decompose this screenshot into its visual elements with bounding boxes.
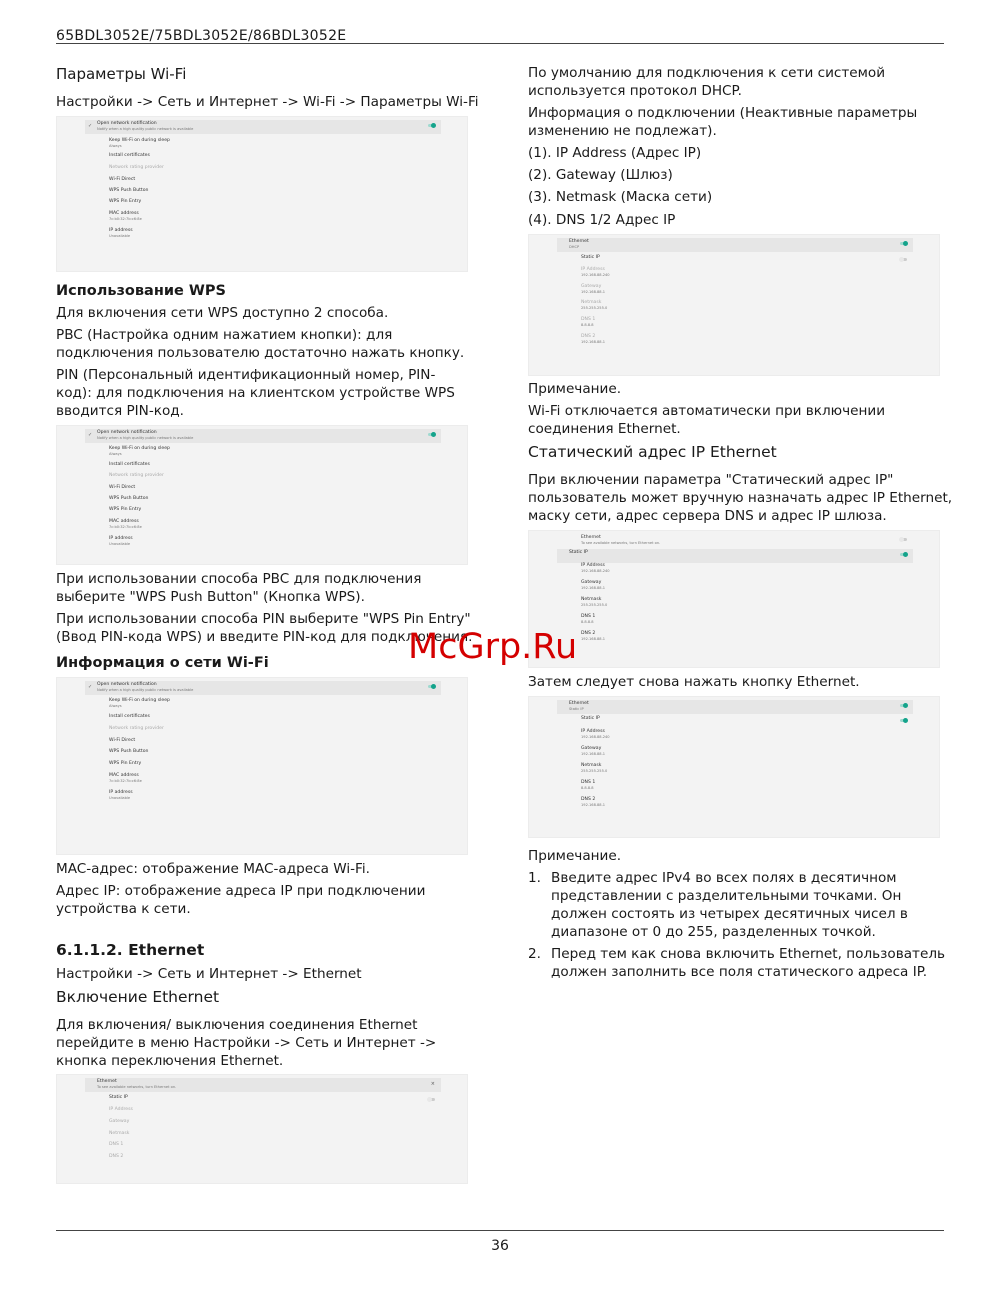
note-2-item-1-number: 1. [528,870,541,886]
toggle-icon [900,258,907,261]
ethernet-on-screenshot: Ethernet Static IP Static IP IP Address 192.168.88.240 Gateway 192.168.88.1 Netmask 255.255.255.0 DNS 1 8.8.8.8 DNS 2 192.168.88.1 [528,696,940,838]
header-model: 65BDL3052E/75BDL3052E/86BDL3052E [56,28,347,44]
toggle-icon [900,553,907,556]
wifi-info-title: Информация о сети Wi-Fi [56,655,269,671]
wifi-params-title: Параметры Wi-Fi [56,65,187,83]
connection-info-line-2: изменению не подлежат). [528,123,717,139]
static-ip-line-2: пользователь может вручную назначать адрес IP Ethernet, [528,490,953,506]
connection-item-2: (2). Gateway (Шлюз) [528,167,673,183]
note-2-item-1-line-1: Введите адрес IPv4 во всех полях в десятичном [551,870,897,886]
wps-para-3-line-1: PIN (Персональный идентификационный номер, PIN- [56,367,436,383]
wps-para-3-line-3: вводится PIN-код. [56,403,184,419]
note-2-item-2-line-2: должен заполнить все поля статического адреса IP. [551,964,928,980]
dhcp-line-1: По умолчанию для подключения к сети системой [528,65,886,81]
toggle-icon [428,685,435,688]
connection-item-1: (1). IP Address (Адрес IP) [528,145,702,161]
note-2-item-1-line-2: представлении с разделительными точками. Он [551,888,902,904]
header-divider [56,43,944,44]
wifi-settings-screenshot-2: ✓ Open network notification Notify when a high quality public network is available Keep Wi-Fi on during sleep Always Install certificates Network rating provider Wi-Fi Direct WPS Push Button WPS Pin Entry MAC address 7c:b0:32:7b:c6:8e IP address Unavailable [56,425,468,565]
pin-line-1: При использовании способа PIN выберите "WPS Pin Entry" [56,611,471,627]
ethernet-off-screenshot: Ethernet To see available networks, turn Ethernet on. × Static IP IP Address Gateway Netmask DNS 1 DNS 2 [56,1074,468,1184]
press-again-text: Затем следует снова нажать кнопку Ethernet. [528,674,860,690]
wifi-settings-screenshot-1: ✓ Open network notification Notify when a high quality public network is available Keep Wi-Fi on during sleep Always Install certificates Network rating provider Wi-Fi Direct WPS Push Button WPS Pin Entry MAC address 7c:b0:32:7b:c6:8e IP address Unavailable [56,116,468,272]
close-icon: × [430,1081,435,1087]
watermark: McGrp.Ru [408,627,578,667]
ethernet-path: Настройки -> Сеть и Интернет -> Ethernet [56,966,362,982]
connection-info-line-1: Информация о подключении (Неактивные параметры [528,105,918,121]
pbc-line-2: выберите "WPS Push Button" (Кнопка WPS). [56,589,365,605]
wifi-icon: ✓ [88,123,93,129]
note-2-title: Примечание. [528,848,622,864]
ethernet-dhcp-screenshot: Ethernet DHCP Static IP IP Address 192.168.88.240 Gateway 192.168.88.1 Netmask 255.255.255.0 DNS 1 8.8.8.8 DNS 2 192.168.88.1 [528,234,940,376]
connection-item-3: (3). Netmask (Маска сети) [528,189,713,205]
wifi-icon: ✓ [88,432,93,438]
ethernet-enable-line-1: Для включения/ выключения соединения Ethernet [56,1017,418,1033]
note-1-title: Примечание. [528,381,622,397]
page-number: 36 [491,1238,509,1254]
static-ip-line-1: При включении параметра "Статический адрес IP" [528,472,894,488]
wps-para-2-line-1: PBC (Настройка одним нажатием кнопки): для [56,327,393,343]
toggle-icon [900,719,907,722]
note-1-line-1: Wi-Fi отключается автоматически при включении [528,403,886,419]
toggle-icon [900,538,907,541]
footer-divider [56,1230,944,1231]
open-network-row: ✓ Open network notification Notify when a high quality public network is available [85,120,441,134]
toggle-icon [428,124,435,127]
note-1-line-2: соединения Ethernet. [528,421,681,437]
ethernet-enable-title: Включение Ethernet [56,988,220,1006]
toggle-icon [428,1098,435,1101]
wps-para-2-line-2: подключения пользователю достаточно нажать кнопку. [56,345,465,361]
toggle-icon [900,242,907,245]
ethernet-static-screenshot: Ethernet To see available networks, turn Ethernet on. Static IP IP Address 192.168.88.240 Gateway 192.168.88.1 Netmask 255.255.255.0 DNS 1 8.8.8.8 DNS 2 192.168.88.1 [528,530,940,668]
ethernet-enable-line-3: кнопка переключения Ethernet. [56,1053,284,1069]
ip-description-line-1: Адрес IP: отображение адреса IP при подключении [56,883,426,899]
mac-description: MAC-адрес: отображение MAC-адреса Wi-Fi. [56,861,370,877]
wifi-icon: ✓ [88,684,93,690]
note-2-item-1-line-3: должен состоять из четырех десятичных чисел в [551,906,908,922]
ethernet-enable-line-2: перейдите в меню Настройки -> Сеть и Интернет -> [56,1035,437,1051]
static-ip-title: Статический адрес IP Ethernet [528,443,777,461]
pin-line-2: (Ввод PIN-кода WPS) и введите PIN-код для подключения. [56,629,473,645]
wifi-params-path: Настройки -> Сеть и Интернет -> Wi-Fi -> Параметры Wi-Fi [56,94,479,110]
note-2-item-2-line-1: Перед тем как снова включить Ethernet, пользователь [551,946,946,962]
note-2-item-1-line-4: диапазоне от 0 до 255, разделенных точкой. [551,924,876,940]
connection-item-4: (4). DNS 1/2 Адрес IP [528,212,676,228]
wifi-settings-screenshot-3: ✓ Open network notification Notify when a high quality public network is available Keep Wi-Fi on during sleep Always Install certificates Network rating provider Wi-Fi Direct WPS Push Button WPS Pin Entry MAC address 7c:b0:32:7b:c6:8e IP address Unavailable [56,677,468,855]
wps-para-3-line-2: код): для подключения на клиентском устройстве WPS [56,385,455,401]
ip-description-line-2: устройства к сети. [56,901,191,917]
wps-title: Использование WPS [56,283,226,299]
pbc-line-1: При использовании способа PBC для подключения [56,571,422,587]
static-ip-line-3: маску сети, адрес сервера DNS и адрес IP шлюза. [528,508,887,524]
toggle-icon [900,704,907,707]
ethernet-section-title: 6.1.1.2. Ethernet [56,941,205,959]
toggle-icon [428,433,435,436]
dhcp-line-2: используется протокол DHCP. [528,83,742,99]
note-2-item-2-number: 2. [528,946,541,962]
wps-para-1: Для включения сети WPS доступно 2 способа. [56,305,389,321]
